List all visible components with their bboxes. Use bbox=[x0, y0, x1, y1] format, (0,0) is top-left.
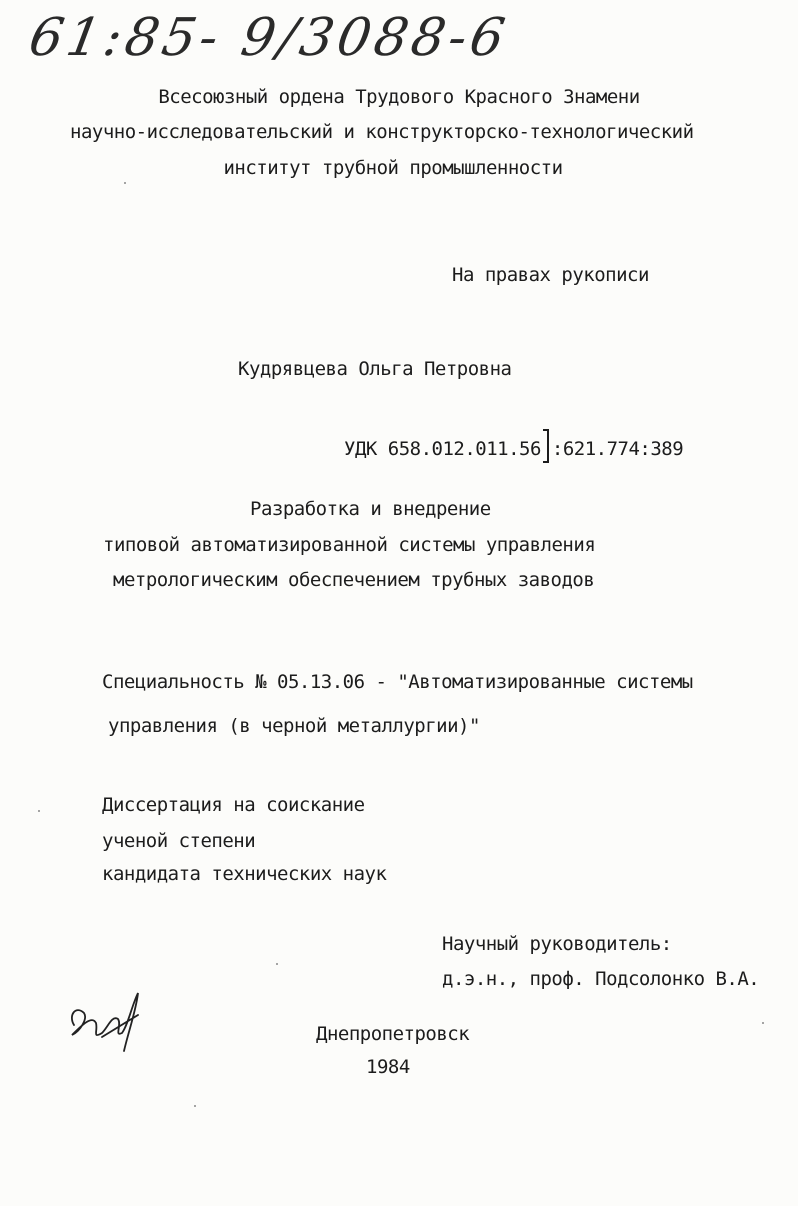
specialty-line-1: Специальность № 05.13.06 - "Автоматизированные системы bbox=[102, 671, 693, 693]
paper-speck bbox=[194, 1105, 196, 1107]
institution-line-3: институт трубной промышленности bbox=[223, 157, 563, 179]
specialty-line-2: управления (в черной металлургии)" bbox=[108, 715, 480, 737]
dissertation-line-3: кандидата технических наук bbox=[102, 863, 387, 885]
udk-code-part-2: :621.774:389 bbox=[551, 438, 684, 460]
paper-speck bbox=[38, 810, 40, 812]
institution-line-2: научно-исследовательский и конструкторско-технологический bbox=[70, 121, 694, 143]
udk-bracket bbox=[543, 429, 549, 463]
supervisor-name: д.э.н., проф. Подсолонко В.А. bbox=[442, 968, 760, 990]
rights-notice: На правах рукописи bbox=[452, 264, 649, 286]
udk-code-part-1: УДК 658.012.011.56 bbox=[344, 438, 541, 460]
year: 1984 bbox=[366, 1056, 410, 1078]
dissertation-line-1: Диссертация на соискание bbox=[102, 794, 365, 816]
supervisor-label: Научный руководитель: bbox=[442, 933, 672, 955]
title-line-2: типовой автоматизированной системы управления bbox=[103, 534, 596, 556]
paper-speck bbox=[124, 182, 126, 184]
title-line-3: метрологическим обеспечением трубных заводов bbox=[113, 569, 595, 591]
city: Днепропетровск bbox=[316, 1023, 470, 1045]
handwritten-catalog-code: 61:85- 9/3088-6 bbox=[24, 8, 513, 68]
udk-code bbox=[344, 429, 683, 463]
paper-speck bbox=[762, 1022, 764, 1024]
paper-speck bbox=[276, 963, 278, 965]
author-name: Кудрявцева Ольга Петровна bbox=[238, 358, 512, 380]
handwritten-signature bbox=[62, 985, 152, 1055]
dissertation-line-2: ученой степени bbox=[102, 830, 256, 852]
title-line-1: Разработка и внедрение bbox=[250, 498, 491, 520]
institution-line-1: Всесоюзный ордена Трудового Красного Знамени bbox=[158, 86, 640, 108]
